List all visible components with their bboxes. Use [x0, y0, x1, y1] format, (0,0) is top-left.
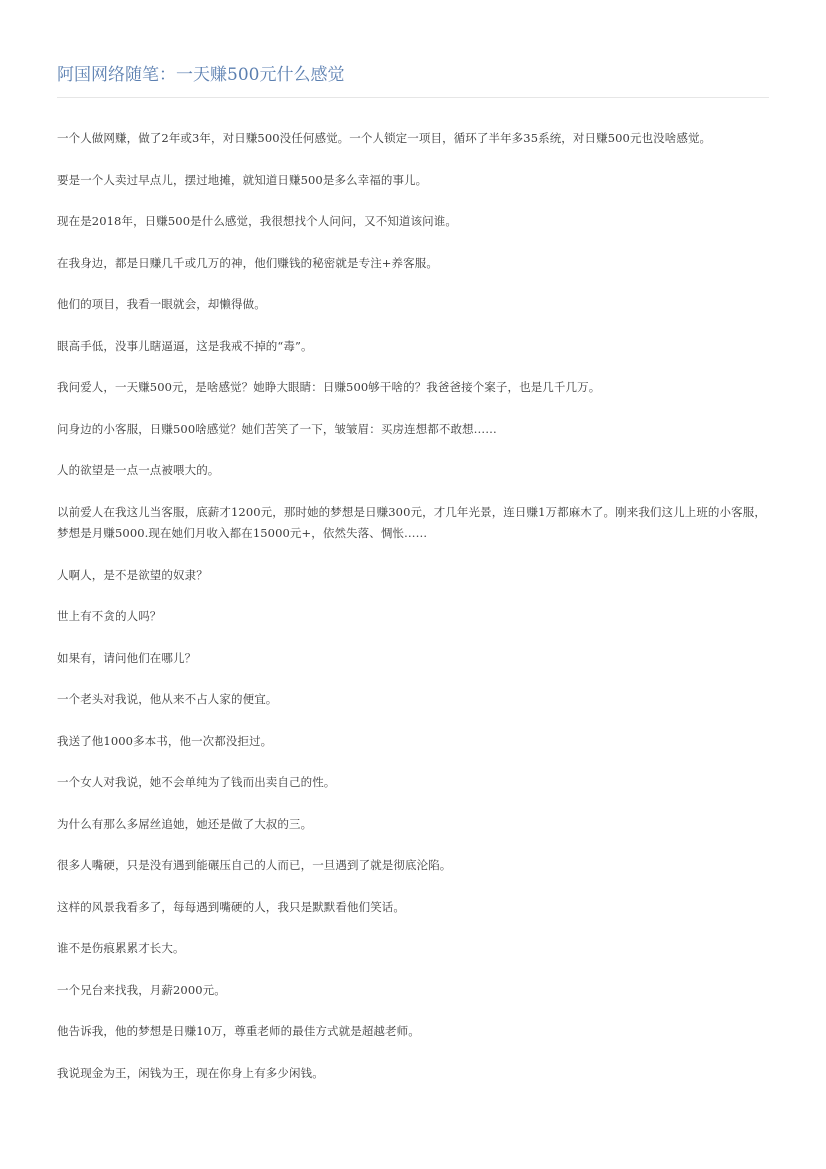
- paragraph: 我问爱人，一天赚500元，是啥感觉？她睁大眼睛：日赚500够干啥的？我爸爸接个案子，也是几千几万。: [57, 380, 601, 394]
- paragraph: 以前爱人在我这儿当客服，底薪才1200元，那时她的梦想是日赚300元，才几年光景，连日赚1万都麻木了。刚来我们这儿上班的小客服，梦想是月赚5000.现在她们月收入都在15000元+，依然失落、惆怅……: [57, 504, 766, 540]
- paragraph: 要是一个人卖过早点儿，摆过地摊，就知道日赚500是多么幸福的事儿。: [57, 172, 428, 187]
- paragraph: 为什么有那么多屌丝追她，她还是做了大叔的三。: [57, 816, 313, 831]
- paragraph: 他们的项目，我看一眼就会，却懒得做。: [57, 297, 266, 311]
- paragraph: 人啊人，是不是欲望的奴隶？: [57, 567, 208, 582]
- paragraph: 我说现金为王，闲钱为王，现在你身上有多少闲钱。: [57, 1065, 324, 1080]
- paragraph: 问身边的小客服，日赚500啥感觉？她们苦笑了一下，皱皱眉：买房连想都不敢想……: [57, 421, 497, 436]
- paragraph: 他告诉我，他的梦想是日赚10万，尊重老师的最佳方式就是超越老师。: [57, 1024, 420, 1038]
- paragraph: 一个兄台来找我，月薪2000元。: [57, 982, 226, 997]
- paragraph: 在我身边，都是日赚几千或几万的神，他们赚钱的秘密就是专注+养客服。: [57, 255, 438, 270]
- article-body: [57, 128, 769, 1104]
- paragraph: 谁不是伤痕累累才长大。: [57, 941, 185, 955]
- paragraph: 我送了他1000多本书，他一次都没拒过。: [57, 733, 273, 748]
- paragraph: 一个人做网赚，做了2年或3年，对日赚500没任何感觉。一个人锁定一项目，循环了半年多35系统，对日赚500元也没啥感觉。: [57, 131, 712, 145]
- paragraph: 一个老头对我说，他从来不占人家的便宜。: [57, 692, 278, 706]
- paragraph: 人的欲望是一点一点被喂大的。: [57, 463, 220, 477]
- paragraph: 很多人嘴硬，只是没有遇到能碾压自己的人而已，一旦遇到了就是彻底沦陷。: [57, 858, 452, 872]
- paragraph: 这样的风景我看多了，每每遇到嘴硬的人，我只是默默看他们笑话。: [57, 899, 405, 914]
- paragraph: 世上有不贪的人吗？: [57, 609, 162, 623]
- paragraph: 现在是2018年，日赚500是什么感觉，我很想找个人问问，又不知道该问谁。: [57, 214, 457, 228]
- title-divider: [57, 97, 769, 98]
- paragraph: 眼高手低，没事儿瞎逼逼，这是我戒不掉的“毒”。: [57, 338, 313, 353]
- paragraph: 如果有，请问他们在哪儿？: [57, 650, 197, 665]
- paragraph: 一个女人对我说，她不会单纯为了钱而出卖自己的性。: [57, 775, 336, 789]
- article-title: 阿国网络随笔：一天赚500元什么感觉: [57, 65, 345, 85]
